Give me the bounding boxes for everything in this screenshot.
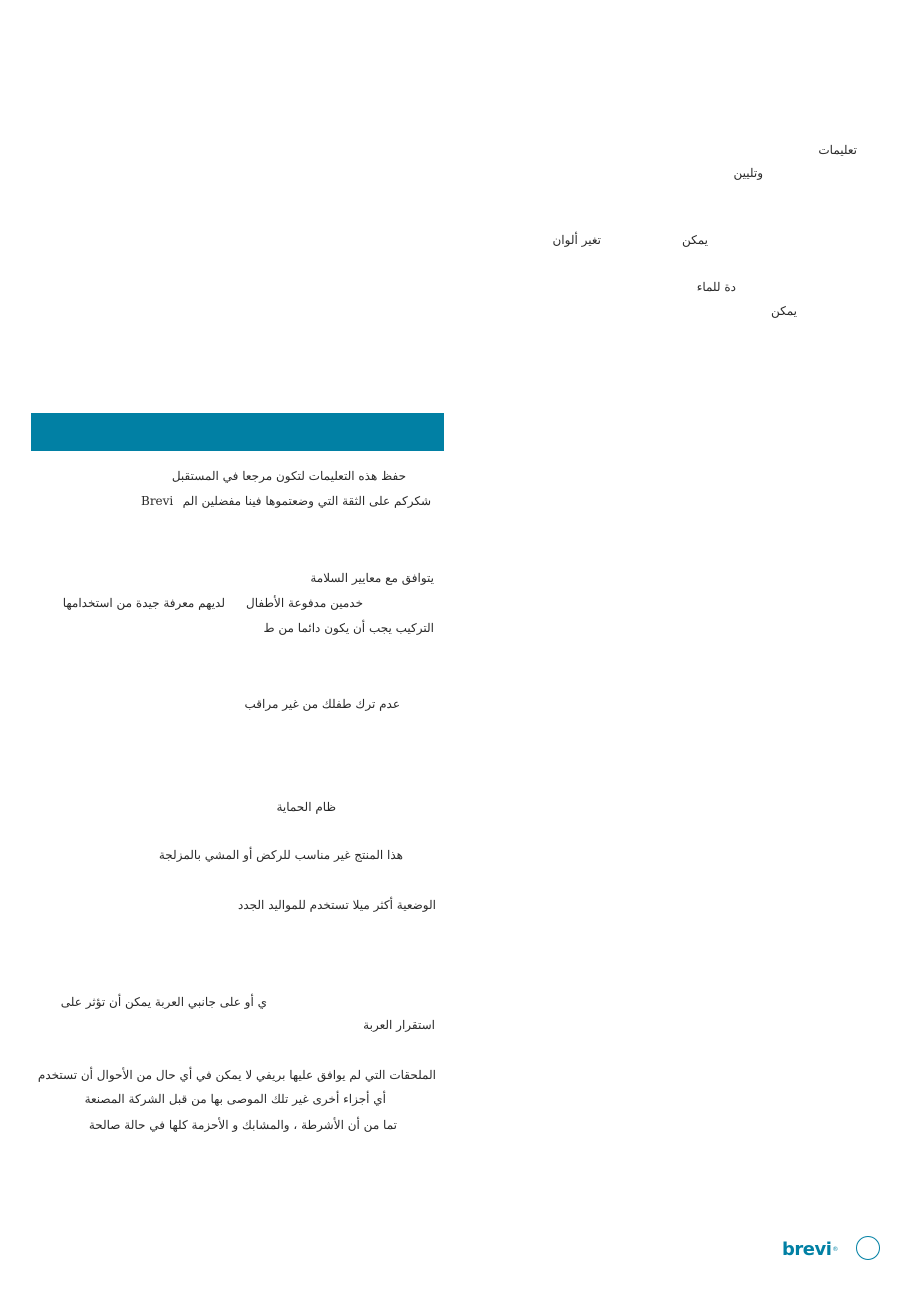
- warning-accessories-3: تما من أن الأشرطة ، والمشابك و الأحزمة كلها في حالة صالحة: [88, 1118, 397, 1132]
- section-header-bar: [31, 413, 444, 451]
- instruction-assembly: التركيب يجب أن يكون دائما من ط: [263, 621, 434, 635]
- right-text-line-1: تعليمات: [818, 143, 857, 157]
- warning-load-stability-2: استقرار العربة: [363, 1018, 435, 1032]
- warning-running-skating: هذا المنتج غير مناسب للركض أو المشي بالمزلجة: [158, 848, 403, 862]
- warning-restraint-system: ظام الحماية: [276, 800, 336, 814]
- right-text-line-2: وتليين: [733, 166, 763, 180]
- warning-accessories-2: أي أجزاء أخرى غير تلك الموصى بها من قبل الشركة المصنعة: [84, 1092, 386, 1106]
- instruction-users-b: لديهم معرفة جيدة من استخدامها: [62, 596, 225, 610]
- right-text-line-3a: يمكن: [681, 233, 708, 247]
- right-text-line-4: دة للماء: [696, 280, 736, 294]
- brand-name: Brevi: [141, 494, 174, 508]
- page-number-circle: [856, 1236, 880, 1260]
- right-text-line-5: يمكن: [770, 304, 797, 318]
- brevi-logo-text: brevi: [782, 1239, 832, 1260]
- warning-unattended: عدم ترك طفلك من غير مراقب: [244, 697, 400, 711]
- right-text-line-3b: تغير ألوان: [552, 233, 601, 247]
- warning-accessories-1: الملحقات التي لم يوافق عليها بريفي لا يمكن في أي حال من الأحوال أن تستخدم: [37, 1068, 436, 1082]
- brevi-logo-mark: ®: [832, 1246, 838, 1253]
- instruction-safety-standards: يتوافق مع معايير السلامة: [310, 571, 434, 585]
- warning-recline-position: الوضعية أكثر ميلا تستخدم للمواليد الجدد: [238, 898, 436, 912]
- instruction-keep-reference: حفظ هذه التعليمات لتكون مرجعا في المستقبل: [171, 469, 406, 483]
- instruction-thanks: شكركم على الثقة التي وضعتموها فينا مفضلين الم: [182, 494, 431, 508]
- instruction-users-a: خدمين مدفوعة الأطفال: [246, 596, 363, 610]
- brevi-logo: [782, 1240, 844, 1260]
- warning-load-stability-1: ي أو على جانبي العربة يمكن أن تؤثر على: [60, 995, 267, 1009]
